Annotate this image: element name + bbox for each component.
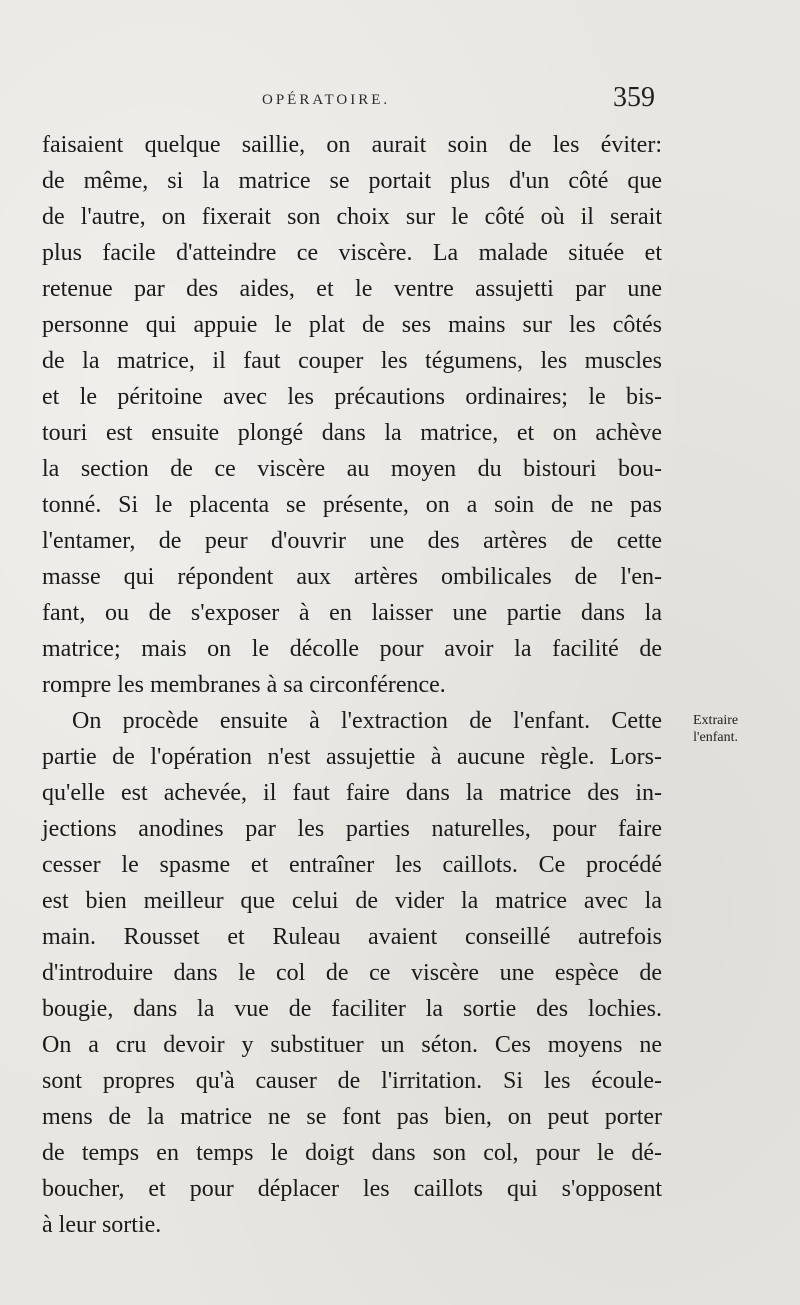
text-line: fant, ou de s'exposer à en laisser une partie dans la	[42, 600, 662, 626]
running-head: OPÉRATOIRE.	[262, 92, 391, 108]
text-line: à leur sortie.	[42, 1212, 162, 1238]
text-line: de la matrice, il faut couper les tégumens, les muscles	[42, 348, 662, 374]
text-line: la section de ce viscère au moyen du bistouri bou-	[42, 456, 662, 482]
marginal-note-line: l'enfant.	[693, 730, 738, 745]
text-line: personne qui appuie le plat de ses mains sur les côtés	[42, 312, 662, 338]
text-line: faisaient quelque saillie, on aurait soin de les éviter:	[42, 132, 662, 158]
text-line: de l'autre, on fixerait son choix sur le côté où il serait	[42, 204, 662, 230]
paragraph-start-line: On procède ensuite à l'extraction de l'enfant. Cette	[72, 708, 662, 734]
text-line: tonné. Si le placenta se présente, on a soin de ne pas	[42, 492, 662, 518]
text-line: cesser le spasme et entraîner les caillots. Ce procédé	[42, 852, 662, 878]
text-line: boucher, et pour déplacer les caillots qui s'opposent	[42, 1176, 662, 1202]
text-line: partie de l'opération n'est assujettie à aucune règle. Lors-	[42, 744, 662, 770]
text-line: main. Rousset et Ruleau avaient conseillé autrefois	[42, 924, 662, 950]
text-line: est bien meilleur que celui de vider la matrice avec la	[42, 888, 662, 914]
text-line: qu'elle est achevée, il faut faire dans la matrice des in-	[42, 780, 662, 806]
text-line: l'entamer, de peur d'ouvrir une des artères de cette	[42, 528, 662, 554]
text-line: de temps en temps le doigt dans son col, pour le dé-	[42, 1140, 662, 1166]
text-line: matrice; mais on le décolle pour avoir la facilité de	[42, 636, 662, 662]
text-line: mens de la matrice ne se font pas bien, on peut porter	[42, 1104, 662, 1130]
text-line: jections anodines par les parties naturelles, pour faire	[42, 816, 662, 842]
text-line: touri est ensuite plongé dans la matrice, et on achève	[42, 420, 662, 446]
text-line: rompre les membranes à sa circonférence.	[42, 672, 446, 698]
page-number: 359	[613, 82, 655, 113]
marginal-note	[693, 712, 738, 746]
text-line: de même, si la matrice se portait plus d'un côté que	[42, 168, 662, 194]
text-line: masse qui répondent aux artères ombilicales de l'en-	[42, 564, 662, 590]
text-line: On a cru devoir y substituer un séton. Ces moyens ne	[42, 1032, 662, 1058]
text-line: bougie, dans la vue de faciliter la sortie des lochies.	[42, 996, 662, 1022]
text-line: d'introduire dans le col de ce viscère une espèce de	[42, 960, 662, 986]
text-line: sont propres qu'à causer de l'irritation. Si les écoule-	[42, 1068, 662, 1094]
text-line: et le péritoine avec les précautions ordinaires; le bis-	[42, 384, 662, 410]
body-text	[42, 127, 662, 1243]
text-line: plus facile d'atteindre ce viscère. La malade située et	[42, 240, 662, 266]
marginal-note-line: Extraire	[693, 713, 739, 728]
text-line: retenue par des aides, et le ventre assujetti par une	[42, 276, 662, 302]
